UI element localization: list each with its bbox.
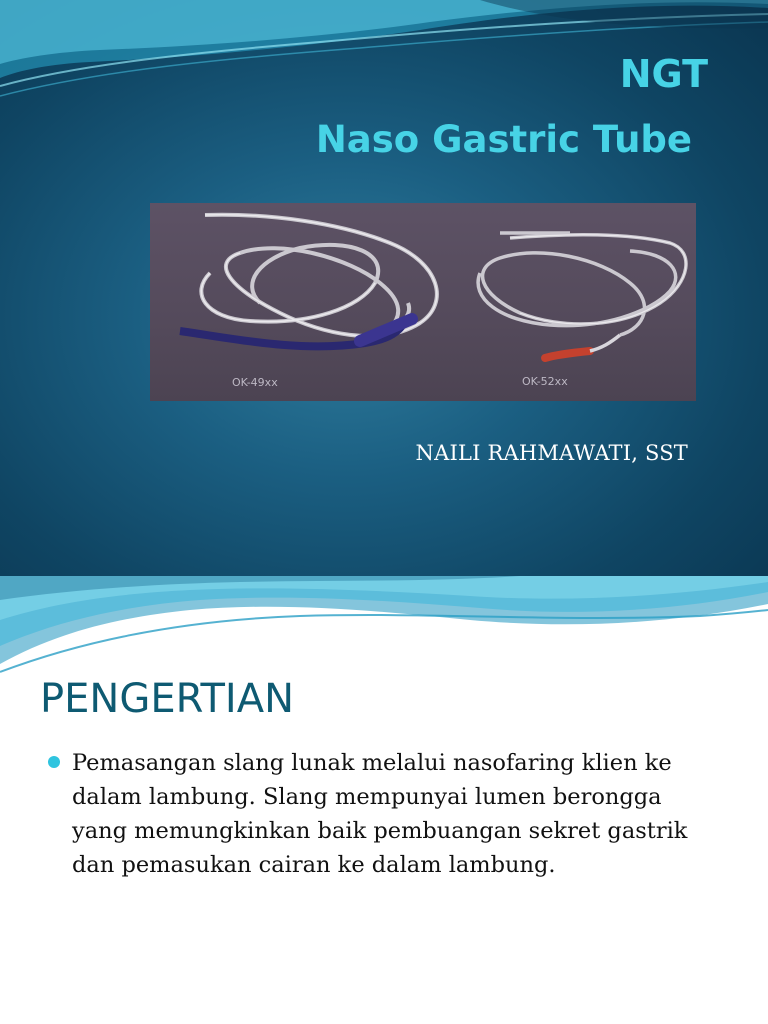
tube-illustration: [150, 203, 696, 401]
author-name: NAILI RAHMAWATI, SST: [415, 441, 688, 465]
slide-title-line-2: Naso Gastric Tube: [315, 118, 692, 161]
wave-decoration-top: [0, 576, 768, 676]
bullet-line-2: dalam lambung. Slang mempunyai lumen berongga: [72, 784, 662, 810]
bullet-line-1: Pemasangan slang lunak melalui nasofaring klien ke: [72, 750, 672, 776]
slide-title-line-1: NGT: [619, 52, 708, 96]
section-heading: PENGERTIAN: [40, 676, 294, 722]
bullet-line-3: yang memungkinkan baik pembuangan sekret gastrik: [72, 818, 688, 844]
content-slide: [0, 576, 768, 1024]
bullet-line-4: dan pemasukan cairan ke dalam lambung.: [72, 852, 556, 878]
bullet-dot-icon: [48, 756, 60, 768]
photo-label-right: OK-52xx: [522, 375, 568, 388]
ngt-tubes-photo: [150, 203, 696, 401]
bullet-text: [68, 746, 728, 882]
photo-label-left: OK-49xx: [232, 376, 278, 389]
